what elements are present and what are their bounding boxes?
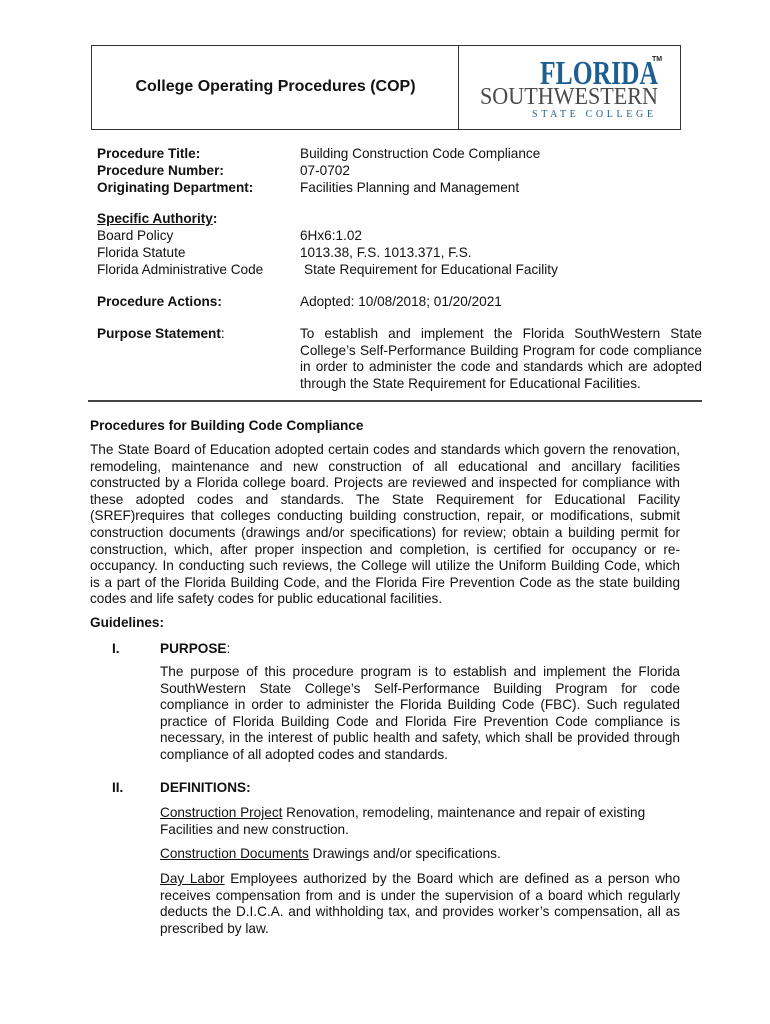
authority-label: Florida Administrative Code (97, 262, 264, 277)
authority-value: State Requirement for Educational Facility (304, 262, 558, 277)
definition-term: Day Labor (160, 871, 225, 886)
guidelines-heading: Guidelines: (90, 615, 165, 630)
section-numeral: II. (112, 780, 124, 795)
logo-florida: FLORIDA (540, 55, 659, 92)
college-logo (468, 52, 672, 122)
authority-value: 1013.38, F.S. 1013.371, F.S. (300, 245, 472, 260)
department-label: Originating Department: (97, 180, 254, 195)
procedure-title-label: Procedure Title: (97, 146, 201, 161)
procedure-title-value: Building Construction Code Compliance (300, 146, 541, 161)
department-value: Facilities Planning and Management (300, 180, 520, 195)
logo-state-college: STATE COLLEGE (532, 109, 656, 120)
definition-text: Renovation, remodeling, maintenance and repair of existing Facilities and new construction. (160, 805, 646, 837)
definition-text: Employees authorized by the Board which are defined as a person who receives compensation from and is under the supervision of a board which regularly deducts the D.I.C.A. and withholding tax, and provides worker’s compensation, all as prescribed by law. (160, 871, 681, 936)
authority-value: 6Hx6:1.02 (300, 228, 362, 243)
definition-item (160, 846, 680, 863)
definition-term: Construction Documents (160, 846, 309, 861)
purpose-heading (160, 641, 230, 658)
intro-paragraph: The State Board of Education adopted certain codes and standards which govern the renovation, remodeling, maintenance and new construction of all educational and ancillary facilities constructed by a Florida college board. Projects are reviewed and inspected for compliance with these adopted codes and standards. The State Requirement for Educational Facility (SREF)requires that colleges conducting building construction, repair, or modifications, submit construction documents (drawings and/or specifications) for review; obtain a building permit for construction, which, after proper inspection and completion, is certified for occupancy or re-occupancy. In conducting such reviews, the College will utilize the Uniform Building Code, which is a part of the Florida Building Code, and the Florida Fire Prevention Code as the state building codes and life safety codes for public educational facilities. (90, 442, 680, 607)
definition-term: Construction Project (160, 805, 283, 820)
definitions-heading: DEFINITIONS: (160, 780, 251, 795)
college-logo-graphic (468, 52, 672, 122)
document-title: College Operating Procedures (COP) (135, 78, 416, 95)
procedure-number-label: Procedure Number: (97, 163, 224, 178)
procedure-actions-label: Procedure Actions: (97, 294, 222, 309)
section-numeral: I. (112, 641, 120, 656)
purpose-statement-colon: : (220, 326, 225, 341)
logo-southwestern: SOUTHWESTERN (480, 84, 658, 110)
definition-item (160, 805, 680, 838)
section-divider (88, 400, 702, 402)
authority-label: Florida Statute (97, 245, 186, 260)
definition-item (160, 871, 680, 937)
definition-text: Drawings and/or specifications. (308, 846, 501, 861)
logo-tm: TM (652, 56, 663, 63)
purpose-statement-label (97, 326, 225, 343)
purpose-statement-text: To establish and implement the Florida SouthWestern State College’s Self-Performance Building Program for code compliance in order to administer the code and standards which are adopted through the State Requirement for Educational Facilities. (300, 326, 702, 391)
purpose-paragraph: The purpose of this procedure program is to establish and implement the Florida SouthWestern State College’s Self-Performance Building Program for code compliance in order to administer the Florida Building Code (FBC). Such regulated practice of Florida Building Code and Florida Fire Prevention Code compliance is necessary, in the interest of public health and safety, which shall be provided through compliance of all adopted codes and standards. (160, 664, 680, 762)
procedure-actions-value: Adopted: 10/08/2018; 01/20/2021 (300, 294, 502, 309)
authority-heading-colon: : (212, 211, 218, 226)
purpose-heading-text: PURPOSE (160, 641, 227, 656)
header-divider (458, 45, 459, 129)
purpose-heading-colon: : (226, 641, 231, 656)
section-heading: Procedures for Building Code Compliance (90, 418, 364, 433)
procedure-number-value: 07-0702 (300, 163, 350, 178)
authority-label: Board Policy (97, 228, 174, 243)
authority-heading-text: Specific Authority (97, 211, 213, 226)
authority-heading (97, 211, 217, 228)
purpose-statement-label-text: Purpose Statement (97, 326, 221, 341)
